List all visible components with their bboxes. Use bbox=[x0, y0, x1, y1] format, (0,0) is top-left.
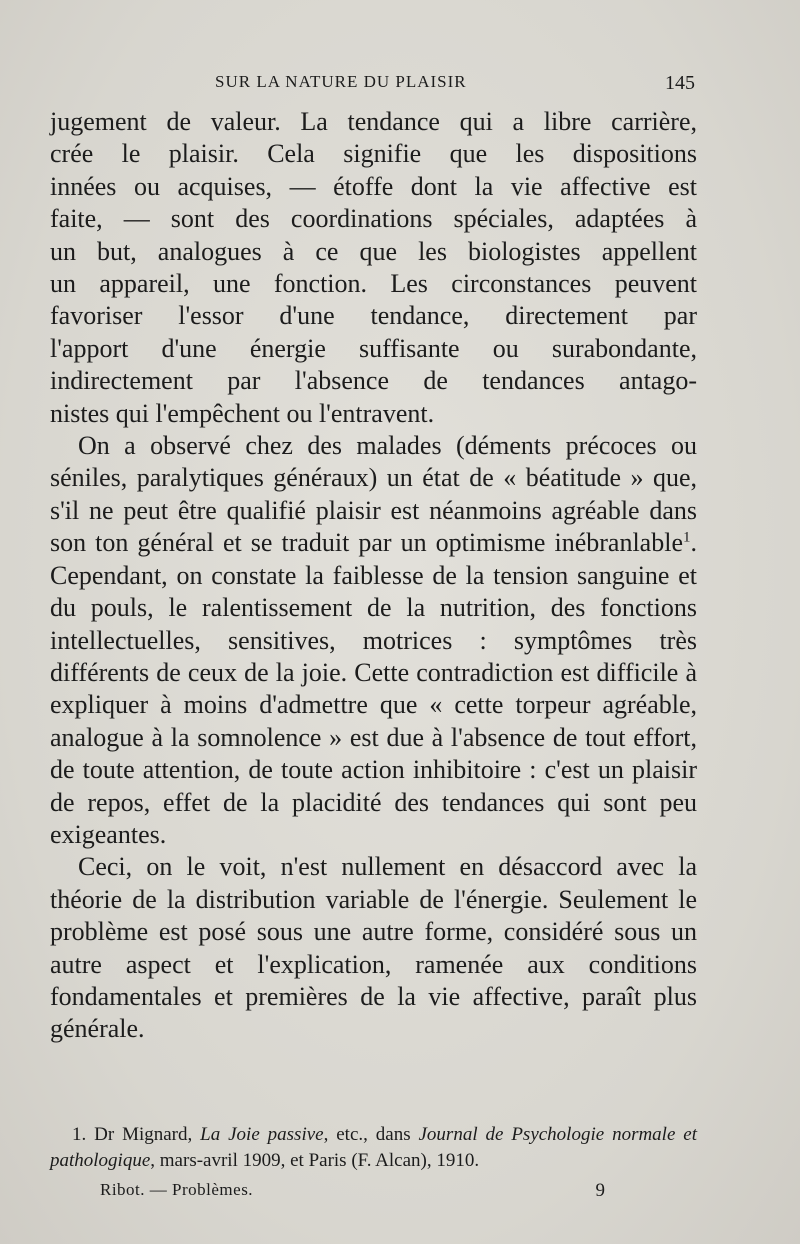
text-line: l'apport d'une énergie suffisante ou surabondante, bbox=[50, 333, 697, 363]
footnote bbox=[50, 1122, 697, 1174]
text-line: un appareil, une fonction. Les circonstances peuvent bbox=[50, 269, 697, 299]
footnote-number: 1. bbox=[72, 1124, 87, 1145]
text-line: crée le plaisir. Cela signifie que les dispositions bbox=[50, 139, 697, 169]
text-line: jugement de valeur. La tendance qui a libre carrière, bbox=[50, 107, 697, 136]
paragraph-3: Ceci, on le voit, n'est nullement en désaccord avec la théorie de la distribution variable de l'énergie. Seulement le problème est posé sous une autre forme, considéré sous un autre aspect et l'explication, ramenée aux conditions fondamentales et premières de la vie affective, paraît plus générale. bbox=[50, 852, 697, 1044]
paragraph-2 bbox=[50, 430, 697, 851]
paragraph-2-text-a: On a observé chez des malades (déments précoces ou séniles, paralytiques généraux) un état de « béatitude » que, s'il ne peut être qualifié plaisir est néanmoins agréable dans son ton général et se traduit par un optimisme inébranlable bbox=[50, 431, 697, 558]
signature-number: 9 bbox=[595, 1180, 605, 1201]
page-number: 145 bbox=[665, 72, 695, 94]
paragraph-2-text-b: . Cependant, on constate la faiblesse de la tension sanguine et du pouls, le ralentissement de la nutrition, des fonctions intellectuelles, sensitives, motrices : symptômes très différents de ceux de la joie. Cette contradiction est difficile à expliquer à moins d'admettre que « cette torpeur agréable, analogue à la somnolence » est due à l'absence de tout effort, de toute attention, de toute action inhibitoire : c'est un plaisir de repos, effet de la placidité des tendances qui sont peu exigeantes. bbox=[50, 528, 697, 849]
footnote-middle: , etc., dans bbox=[323, 1124, 411, 1145]
paragraph-1 bbox=[50, 106, 697, 430]
text-line: innées ou acquises, — étoffe dont la vie affective est bbox=[50, 171, 697, 201]
text-line: nistes qui l'empêchent ou l'entravent. bbox=[50, 398, 435, 428]
text-line: faite, — sont des coordinations spéciales, adaptées à bbox=[50, 204, 697, 234]
text-line: un but, analogues à ce que les biologistes appellent bbox=[50, 236, 697, 266]
body-text bbox=[50, 106, 697, 1046]
running-head bbox=[50, 72, 695, 102]
text-line: indirectement par l'absence de tendances antago- bbox=[50, 366, 697, 396]
footnote-author: Dr Mignard, bbox=[94, 1124, 193, 1145]
running-title: SUR LA NATURE DU PLAISIR bbox=[215, 72, 467, 91]
footnote-end: , mars-avril 1909, et Paris (F. Alcan), 1910. bbox=[150, 1150, 480, 1171]
footnote-reference: 1 bbox=[683, 529, 691, 546]
footnote-journal: Journal de Psychologie normale et pathologique bbox=[50, 1124, 697, 1171]
signature-left: Ribot. — Problèmes. bbox=[100, 1180, 254, 1199]
text-line: favoriser l'essor d'une tendance, directement par bbox=[50, 301, 697, 331]
footnote-work-title: La Joie passive bbox=[200, 1124, 324, 1145]
